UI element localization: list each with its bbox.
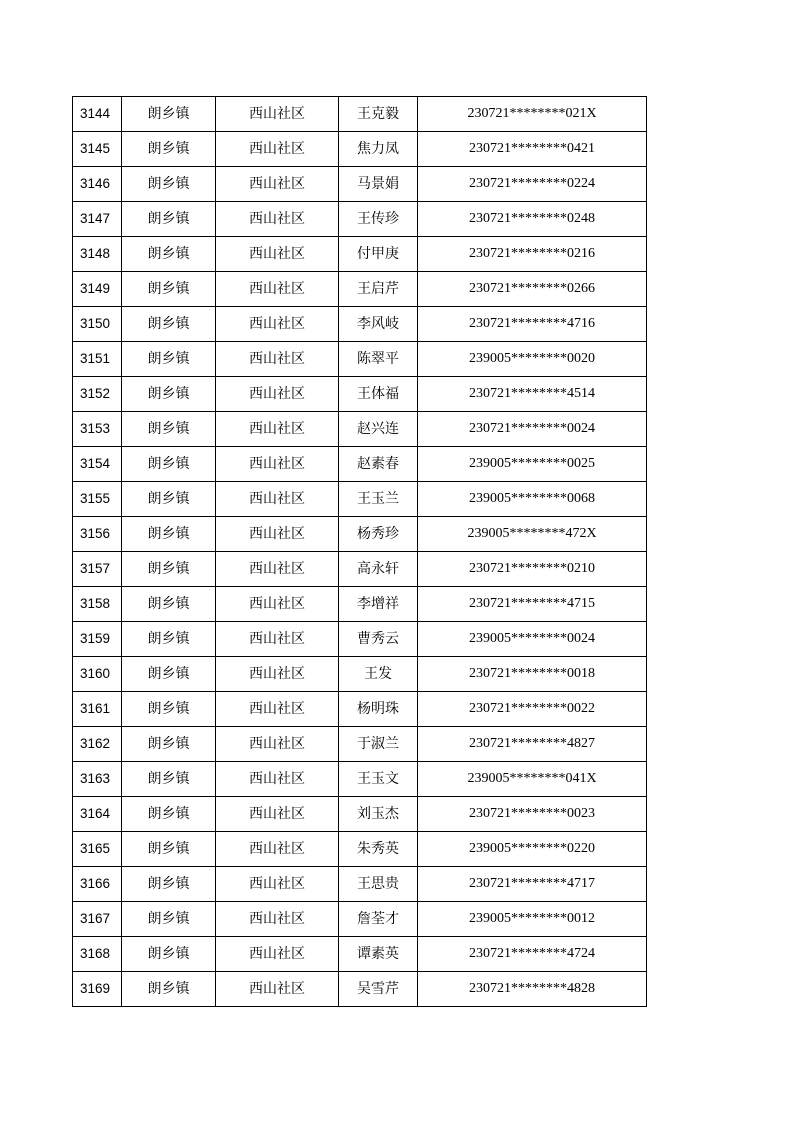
row-number-cell: 3162 xyxy=(73,727,122,762)
id-number-cell: 230721********0421 xyxy=(418,132,647,167)
town-cell: 朗乡镇 xyxy=(122,587,216,622)
town-cell: 朗乡镇 xyxy=(122,202,216,237)
town-cell: 朗乡镇 xyxy=(122,832,216,867)
community-cell: 西山社区 xyxy=(216,342,339,377)
row-number-cell: 3164 xyxy=(73,797,122,832)
id-number-cell: 230721********0216 xyxy=(418,237,647,272)
row-number-cell: 3157 xyxy=(73,552,122,587)
row-number-cell: 3148 xyxy=(73,237,122,272)
person-name-cell: 王玉文 xyxy=(339,762,418,797)
id-number-cell: 239005********472X xyxy=(418,517,647,552)
person-name-cell: 杨秀珍 xyxy=(339,517,418,552)
person-name-cell: 杨明珠 xyxy=(339,692,418,727)
community-cell: 西山社区 xyxy=(216,832,339,867)
community-cell: 西山社区 xyxy=(216,727,339,762)
id-number-cell: 239005********0020 xyxy=(418,342,647,377)
table-row xyxy=(73,97,647,132)
id-number-cell: 230721********4827 xyxy=(418,727,647,762)
community-cell: 西山社区 xyxy=(216,762,339,797)
community-cell: 西山社区 xyxy=(216,482,339,517)
table-row xyxy=(73,237,647,272)
person-name-cell: 吴雪芹 xyxy=(339,972,418,1007)
id-number-cell: 230721********0023 xyxy=(418,797,647,832)
row-number-cell: 3152 xyxy=(73,377,122,412)
person-name-cell: 赵素春 xyxy=(339,447,418,482)
person-name-cell: 王克毅 xyxy=(339,97,418,132)
roster-table xyxy=(72,96,647,1007)
table-row xyxy=(73,622,647,657)
town-cell: 朗乡镇 xyxy=(122,937,216,972)
community-cell: 西山社区 xyxy=(216,412,339,447)
table-row xyxy=(73,972,647,1007)
person-name-cell: 焦力凤 xyxy=(339,132,418,167)
row-number-cell: 3147 xyxy=(73,202,122,237)
row-number-cell: 3169 xyxy=(73,972,122,1007)
table-row xyxy=(73,657,647,692)
person-name-cell: 谭素英 xyxy=(339,937,418,972)
person-name-cell: 李风岐 xyxy=(339,307,418,342)
community-cell: 西山社区 xyxy=(216,552,339,587)
person-name-cell: 李增祥 xyxy=(339,587,418,622)
id-number-cell: 230721********021X xyxy=(418,97,647,132)
town-cell: 朗乡镇 xyxy=(122,552,216,587)
table-row xyxy=(73,727,647,762)
table-row xyxy=(73,307,647,342)
table-row xyxy=(73,167,647,202)
id-number-cell: 230721********0018 xyxy=(418,657,647,692)
row-number-cell: 3168 xyxy=(73,937,122,972)
table-row xyxy=(73,412,647,447)
town-cell: 朗乡镇 xyxy=(122,272,216,307)
id-number-cell: 230721********4514 xyxy=(418,377,647,412)
town-cell: 朗乡镇 xyxy=(122,307,216,342)
person-name-cell: 赵兴连 xyxy=(339,412,418,447)
table-row xyxy=(73,587,647,622)
community-cell: 西山社区 xyxy=(216,377,339,412)
person-name-cell: 曹秀云 xyxy=(339,622,418,657)
community-cell: 西山社区 xyxy=(216,237,339,272)
id-number-cell: 239005********0012 xyxy=(418,902,647,937)
town-cell: 朗乡镇 xyxy=(122,517,216,552)
table-row xyxy=(73,447,647,482)
row-number-cell: 3154 xyxy=(73,447,122,482)
town-cell: 朗乡镇 xyxy=(122,237,216,272)
row-number-cell: 3150 xyxy=(73,307,122,342)
roster-table-body xyxy=(73,97,647,1007)
community-cell: 西山社区 xyxy=(216,902,339,937)
table-row xyxy=(73,692,647,727)
row-number-cell: 3146 xyxy=(73,167,122,202)
row-number-cell: 3145 xyxy=(73,132,122,167)
person-name-cell: 陈翠平 xyxy=(339,342,418,377)
community-cell: 西山社区 xyxy=(216,692,339,727)
table-row xyxy=(73,867,647,902)
table-row xyxy=(73,902,647,937)
id-number-cell: 230721********4724 xyxy=(418,937,647,972)
row-number-cell: 3165 xyxy=(73,832,122,867)
table-row xyxy=(73,937,647,972)
table-row xyxy=(73,482,647,517)
table-row xyxy=(73,832,647,867)
table-row xyxy=(73,132,647,167)
person-name-cell: 王发 xyxy=(339,657,418,692)
town-cell: 朗乡镇 xyxy=(122,97,216,132)
community-cell: 西山社区 xyxy=(216,272,339,307)
row-number-cell: 3161 xyxy=(73,692,122,727)
town-cell: 朗乡镇 xyxy=(122,377,216,412)
community-cell: 西山社区 xyxy=(216,97,339,132)
id-number-cell: 230721********4715 xyxy=(418,587,647,622)
town-cell: 朗乡镇 xyxy=(122,342,216,377)
id-number-cell: 230721********0266 xyxy=(418,272,647,307)
id-number-cell: 230721********0210 xyxy=(418,552,647,587)
row-number-cell: 3158 xyxy=(73,587,122,622)
id-number-cell: 239005********0068 xyxy=(418,482,647,517)
id-number-cell: 230721********0224 xyxy=(418,167,647,202)
community-cell: 西山社区 xyxy=(216,202,339,237)
town-cell: 朗乡镇 xyxy=(122,867,216,902)
community-cell: 西山社区 xyxy=(216,587,339,622)
community-cell: 西山社区 xyxy=(216,797,339,832)
row-number-cell: 3167 xyxy=(73,902,122,937)
row-number-cell: 3155 xyxy=(73,482,122,517)
row-number-cell: 3156 xyxy=(73,517,122,552)
id-number-cell: 230721********4828 xyxy=(418,972,647,1007)
row-number-cell: 3166 xyxy=(73,867,122,902)
person-name-cell: 马景娟 xyxy=(339,167,418,202)
town-cell: 朗乡镇 xyxy=(122,972,216,1007)
person-name-cell: 王传珍 xyxy=(339,202,418,237)
person-name-cell: 王思贵 xyxy=(339,867,418,902)
id-number-cell: 230721********4716 xyxy=(418,307,647,342)
town-cell: 朗乡镇 xyxy=(122,132,216,167)
person-name-cell: 高永轩 xyxy=(339,552,418,587)
id-number-cell: 239005********0220 xyxy=(418,832,647,867)
id-number-cell: 239005********0024 xyxy=(418,622,647,657)
id-number-cell: 230721********0022 xyxy=(418,692,647,727)
community-cell: 西山社区 xyxy=(216,517,339,552)
id-number-cell: 230721********4717 xyxy=(418,867,647,902)
row-number-cell: 3151 xyxy=(73,342,122,377)
person-name-cell: 王玉兰 xyxy=(339,482,418,517)
person-name-cell: 王启芹 xyxy=(339,272,418,307)
id-number-cell: 239005********0025 xyxy=(418,447,647,482)
row-number-cell: 3144 xyxy=(73,97,122,132)
community-cell: 西山社区 xyxy=(216,447,339,482)
id-number-cell: 230721********0248 xyxy=(418,202,647,237)
town-cell: 朗乡镇 xyxy=(122,797,216,832)
table-row xyxy=(73,202,647,237)
community-cell: 西山社区 xyxy=(216,657,339,692)
row-number-cell: 3149 xyxy=(73,272,122,307)
town-cell: 朗乡镇 xyxy=(122,902,216,937)
row-number-cell: 3159 xyxy=(73,622,122,657)
community-cell: 西山社区 xyxy=(216,622,339,657)
table-row xyxy=(73,342,647,377)
town-cell: 朗乡镇 xyxy=(122,762,216,797)
town-cell: 朗乡镇 xyxy=(122,657,216,692)
town-cell: 朗乡镇 xyxy=(122,482,216,517)
community-cell: 西山社区 xyxy=(216,937,339,972)
town-cell: 朗乡镇 xyxy=(122,727,216,762)
person-name-cell: 于淑兰 xyxy=(339,727,418,762)
table-row xyxy=(73,377,647,412)
community-cell: 西山社区 xyxy=(216,167,339,202)
table-row xyxy=(73,517,647,552)
community-cell: 西山社区 xyxy=(216,132,339,167)
town-cell: 朗乡镇 xyxy=(122,692,216,727)
row-number-cell: 3163 xyxy=(73,762,122,797)
community-cell: 西山社区 xyxy=(216,867,339,902)
row-number-cell: 3153 xyxy=(73,412,122,447)
town-cell: 朗乡镇 xyxy=(122,412,216,447)
table-row xyxy=(73,797,647,832)
town-cell: 朗乡镇 xyxy=(122,622,216,657)
id-number-cell: 230721********0024 xyxy=(418,412,647,447)
person-name-cell: 朱秀英 xyxy=(339,832,418,867)
person-name-cell: 刘玉杰 xyxy=(339,797,418,832)
table-row xyxy=(73,762,647,797)
town-cell: 朗乡镇 xyxy=(122,167,216,202)
community-cell: 西山社区 xyxy=(216,307,339,342)
person-name-cell: 詹荃才 xyxy=(339,902,418,937)
row-number-cell: 3160 xyxy=(73,657,122,692)
town-cell: 朗乡镇 xyxy=(122,447,216,482)
id-number-cell: 239005********041X xyxy=(418,762,647,797)
person-name-cell: 王体福 xyxy=(339,377,418,412)
table-row xyxy=(73,552,647,587)
table-row xyxy=(73,272,647,307)
community-cell: 西山社区 xyxy=(216,972,339,1007)
person-name-cell: 付甲庚 xyxy=(339,237,418,272)
